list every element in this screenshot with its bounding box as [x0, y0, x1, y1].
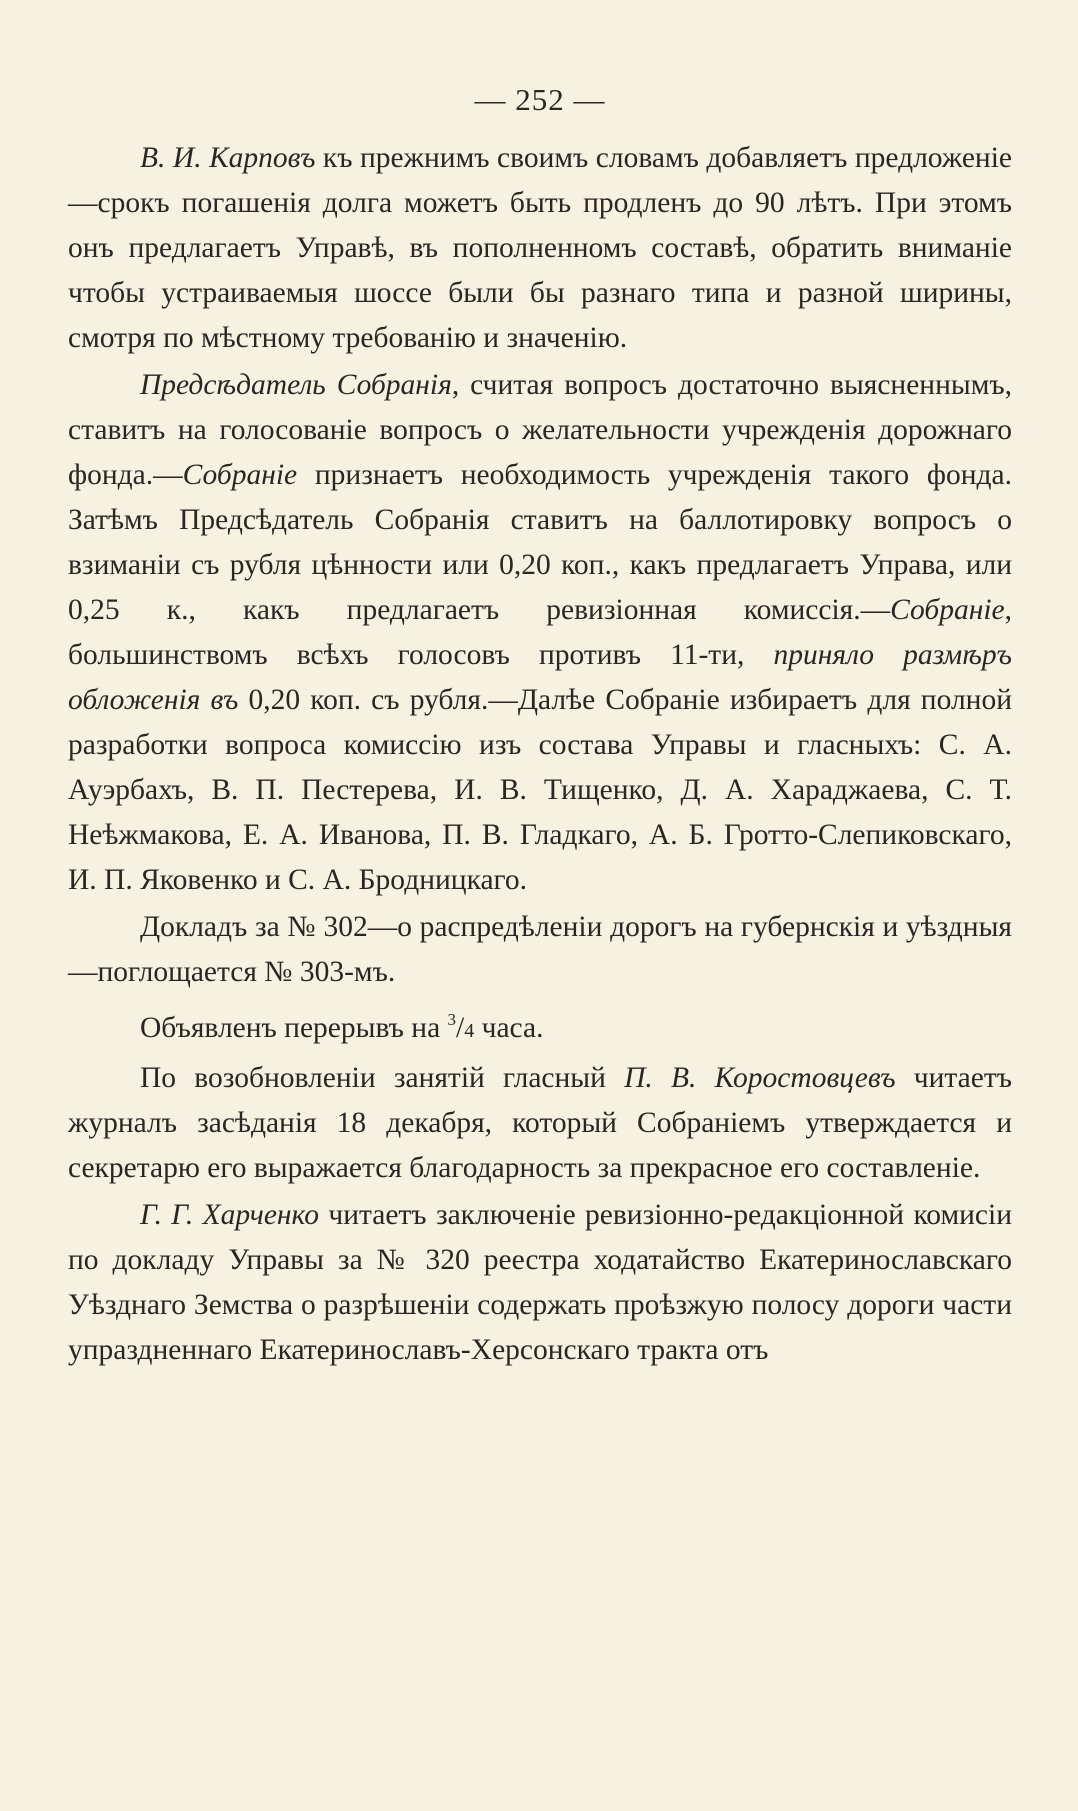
italic-text-segment: Г. Г. Харченко: [140, 1199, 319, 1231]
paragraph: [68, 363, 1012, 903]
italic-text-segment: В. И. Карповъ: [140, 142, 316, 174]
text-segment: , считая вопросъ достаточно выясненнымъ, ставитъ на голосованіе вопросъ о желательности учрежденія дорожнаго фонда.—: [68, 369, 1012, 491]
text-segment: По возобновленіи занятій гласный: [140, 1062, 625, 1094]
body-text: [68, 136, 1012, 1373]
italic-text-segment: П. В. Коростовцевъ: [624, 1062, 896, 1094]
text-segment: Объявленъ перерывъ на: [140, 1012, 448, 1044]
paragraph: [68, 997, 1012, 1054]
text-segment: Докладъ за № 302—о распредѣленіи дорогъ на губернскія и уѣздныя—поглощается № 303-мъ.: [68, 911, 1012, 988]
page-number: — 252 —: [474, 82, 606, 117]
text-segment: 4: [464, 1020, 475, 1042]
paragraph: [68, 1193, 1012, 1373]
italic-text-segment: Предсѣдатель Собранія: [140, 369, 452, 401]
italic-text-segment: Собраніе: [182, 459, 298, 491]
paragraph: [68, 136, 1012, 361]
text-segment: часа.: [474, 1012, 544, 1044]
text-segment: 0,20 коп. съ рубля.—Далѣе Собраніе избираетъ для полной разработки вопроса комиссію изъ состава Управы и гласныхъ: С. А. Ауэрбахъ, В. П. Пестерева, И. В. Тищенко, Д. А. Хараджаева, С. Т. Неѣжмакова, Е. А. Иванова, П. В. Гладкаго, А. Б. Гротто-Слепиковскаго, И. П. Яковенко и С. А. Бродницкаго.: [68, 684, 1013, 896]
italic-text-segment: приняло размѣръ обложенія въ: [68, 639, 1012, 716]
italic-text-segment: Собраніе: [890, 594, 1005, 626]
text-segment: /: [456, 1012, 465, 1044]
paragraph: [68, 1056, 1012, 1191]
text-segment: 3: [447, 1010, 457, 1029]
paragraph: [68, 905, 1012, 995]
text-segment: , большинствомъ всѣхъ голосовъ противъ 11-ти,: [68, 594, 1012, 671]
text-segment: къ прежнимъ своимъ словамъ добавляетъ предложеніе—срокъ погашенія долга можетъ быть продленъ до 90 лѣтъ. При этомъ онъ предлагаетъ Управѣ, въ пополненномъ составѣ, обратить вниманіе чтобы устраиваемыя шоссе были бы разнаго типа и разной ширины, смотря по мѣстному требованію и значенію.: [68, 142, 1012, 354]
text-segment: читаетъ журналъ засѣданія 18 декабря, который Собраніемъ утверждается и секретарю его выражается благодарность за прекрасное его составленіе.: [68, 1062, 1012, 1184]
text-segment: признаетъ необходимость учрежденія такого фонда. Затѣмъ Предсѣдатель Собранія ставитъ на баллотировку вопросъ о взиманіи съ рубля цѣнности или 0,20 коп., какъ предлагаетъ Управа, или 0,25 к., какъ предлагаетъ ревизіонная комиссія.—: [68, 459, 1012, 626]
text-segment: читаетъ заключеніе ревизіонно-редакціонной комисіи по докладу Управы за № 320 реестра ходатайство Екатеринославскаго Уѣзднаго Земства о разрѣшеніи содержать проѣзжую полосу дороги части упраздненнаго Екатеринославъ-Херсонскаго тракта отъ: [68, 1199, 1012, 1366]
